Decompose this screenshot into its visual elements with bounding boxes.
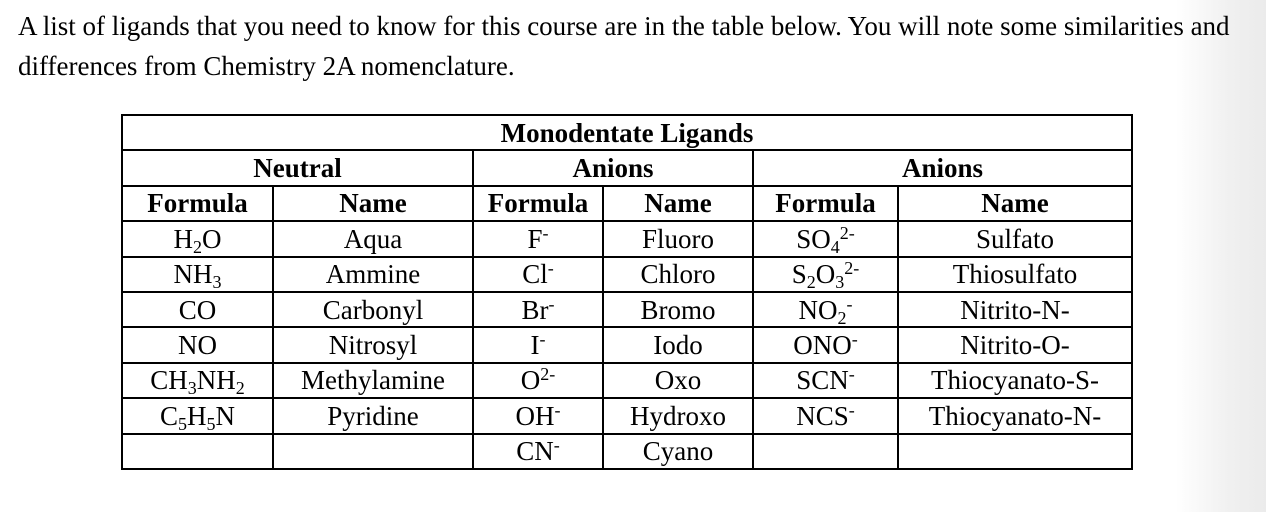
name-cell (273, 434, 473, 469)
formula-part: CH (150, 365, 188, 396)
column-header-name: Name (273, 186, 473, 221)
name-cell: Methylamine (273, 363, 473, 398)
formula-part: - (542, 222, 549, 243)
formula-part: 2 (193, 236, 202, 257)
formula-part: O (520, 365, 541, 396)
formula-part: 3 (212, 272, 222, 293)
formula-cell (122, 363, 273, 398)
column-header-name: Name (898, 186, 1132, 221)
formula-cell (473, 327, 603, 362)
formula-cell (122, 257, 273, 292)
formula-part: SCN (796, 365, 849, 396)
name-cell: Nitrosyl (273, 327, 473, 362)
formula-part: - (548, 293, 555, 314)
formula-cell (473, 398, 603, 433)
formula-part: NH (196, 365, 236, 396)
name-cell: Sulfato (898, 221, 1132, 256)
formula-part: 5 (178, 413, 187, 434)
formula-cell (753, 363, 898, 398)
formula-part: - (851, 329, 858, 350)
formula-cell (473, 221, 603, 256)
name-cell (898, 434, 1132, 469)
column-header-formula: Formula (753, 186, 898, 221)
formula-part: - (553, 435, 560, 456)
table-row (122, 221, 1132, 256)
formula-part: CO (178, 294, 217, 325)
formula-part: NO (798, 294, 838, 325)
name-cell: Oxo (603, 363, 753, 398)
table-row (122, 327, 1132, 362)
formula-part: ONO (793, 330, 852, 361)
formula-part: 2 (235, 378, 245, 399)
formula-part: 2- (839, 222, 855, 243)
formula-part: F (527, 223, 543, 254)
formula-cell (122, 434, 273, 469)
formula-cell (473, 292, 603, 327)
name-cell: Thiocyanato-S- (898, 363, 1132, 398)
formula-part: O (815, 259, 836, 290)
formula-part: - (554, 399, 561, 420)
name-cell: Thiosulfato (898, 257, 1132, 292)
formula-cell (122, 292, 273, 327)
table-row (122, 257, 1132, 292)
formula-part: CN (516, 436, 554, 467)
formula-part: N (215, 400, 235, 431)
name-cell: Iodo (603, 327, 753, 362)
formula-cell (753, 221, 898, 256)
formula-part: 2 (837, 307, 847, 328)
name-cell: Bromo (603, 292, 753, 327)
group-neutral: Neutral (122, 150, 473, 185)
formula-cell (753, 292, 898, 327)
name-cell: Pyridine (273, 398, 473, 433)
formula-part: 5 (206, 413, 216, 434)
table-row (122, 398, 1132, 433)
formula-cell (753, 398, 898, 433)
formula-part: OH (515, 400, 555, 431)
name-cell: Cyano (603, 434, 753, 469)
column-header-formula: Formula (473, 186, 603, 221)
formula-part: Br (521, 294, 549, 325)
intro-paragraph: A list of ligands that you need to know for this course are in the table below. You will note some similarities and differences from Chemistry 2A nomenclature. (18, 11, 1230, 81)
formula-part: 2 (806, 272, 816, 293)
name-cell: Thiocyanato-N- (898, 398, 1132, 433)
formula-part: - (846, 293, 853, 314)
formula-part: NCS (796, 400, 849, 431)
column-header-name: Name (603, 186, 753, 221)
formula-part: 3 (187, 378, 197, 399)
formula-cell (753, 434, 898, 469)
formula-cell (473, 257, 603, 292)
formula-part: H (187, 400, 207, 431)
name-cell: Chloro (603, 257, 753, 292)
formula-cell (473, 434, 603, 469)
group-anions-2: Anions (753, 150, 1132, 185)
table-row (122, 363, 1132, 398)
name-cell: Nitrito-N- (898, 292, 1132, 327)
formula-part: - (848, 364, 855, 385)
column-header-formula: Formula (122, 186, 273, 221)
formula-part: SO (796, 223, 831, 254)
formula-part: - (539, 329, 546, 350)
formula-cell (473, 363, 603, 398)
formula-cell (753, 327, 898, 362)
name-cell: Nitrito-O- (898, 327, 1132, 362)
group-anions: Anions (473, 150, 753, 185)
formula-part: I (530, 330, 540, 361)
table-row (122, 434, 1132, 469)
formula-part: 2- (844, 258, 860, 279)
formula-part: NO (178, 330, 217, 361)
formula-cell (753, 257, 898, 292)
name-cell: Fluoro (603, 221, 753, 256)
formula-part: 3 (835, 272, 845, 293)
formula-part: C (159, 400, 178, 431)
name-cell: Ammine (273, 257, 473, 292)
formula-part: S (791, 259, 807, 290)
formula-part: - (547, 258, 554, 279)
table-title: Monodentate Ligands (122, 115, 1132, 150)
name-cell: Aqua (273, 221, 473, 256)
name-cell: Hydroxo (603, 398, 753, 433)
formula-cell (122, 327, 273, 362)
formula-part: - (848, 399, 855, 420)
formula-part: H (173, 223, 193, 254)
formula-part: NH (173, 259, 213, 290)
ligands-table (121, 114, 1133, 470)
formula-cell (122, 221, 273, 256)
formula-part: Cl (522, 259, 548, 290)
table-row (122, 292, 1132, 327)
name-cell: Carbonyl (273, 292, 473, 327)
formula-part: 4 (830, 236, 840, 257)
formula-part: 2- (540, 364, 556, 385)
formula-part: O (202, 223, 222, 254)
formula-cell (122, 398, 273, 433)
